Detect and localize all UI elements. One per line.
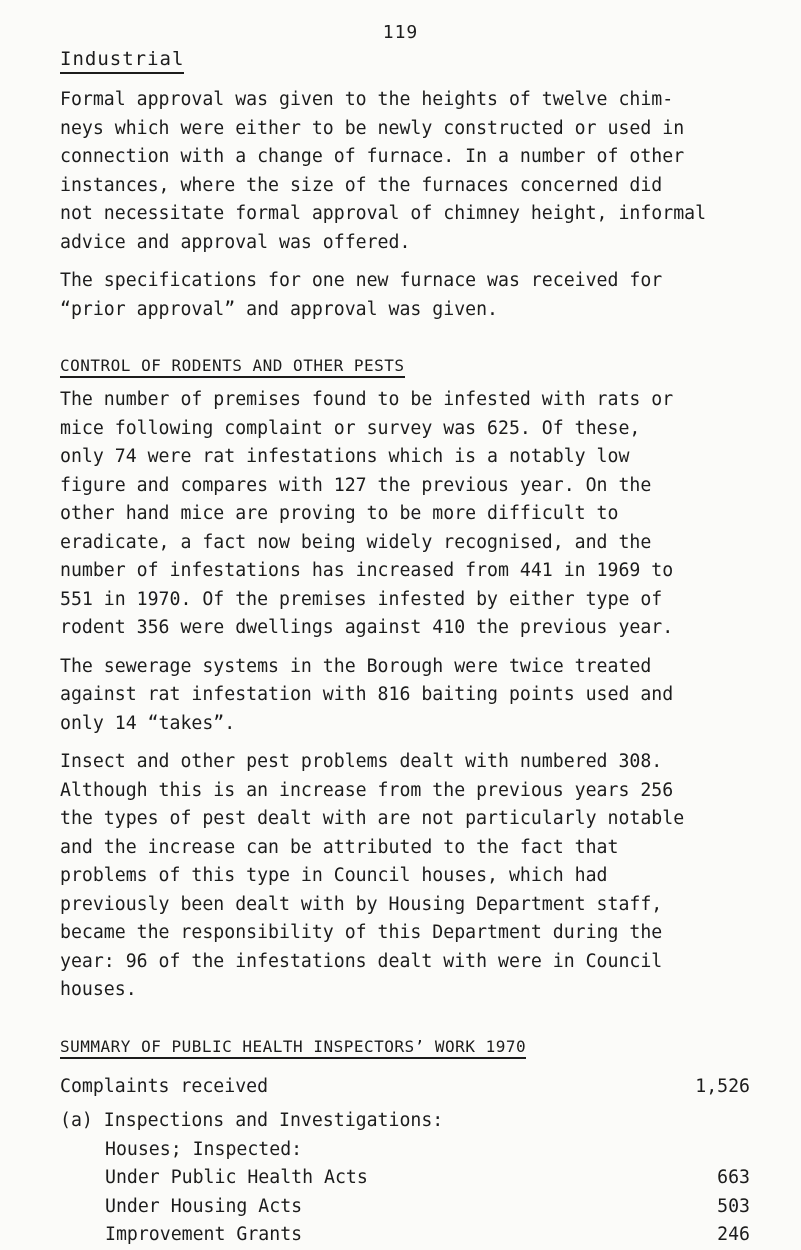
text-line: 551 in 1970. Of the premises infested by either type of xyxy=(60,588,663,610)
summary-item-row xyxy=(60,1221,750,1250)
text-line: “prior approval” and approval was given. xyxy=(60,298,498,320)
rodents-heading: CONTROL OF RODENTS AND OTHER PESTS xyxy=(60,356,405,378)
rodents-paragraph-1 xyxy=(60,386,750,643)
text-line: became the responsibility of this Department during the xyxy=(60,922,663,943)
text-line: number of infestations has increased from 441 in 1969 to xyxy=(60,560,674,581)
text-line: previously been dealt with by Housing Department staff, xyxy=(60,893,663,915)
summary-item-label: Under Public Health Acts xyxy=(105,1167,368,1188)
text-line: Formal approval was given to the heights of twelve chim- xyxy=(60,89,674,110)
summary-item-row xyxy=(60,1164,750,1193)
rodents-paragraph-3 xyxy=(60,748,750,1005)
text-line: figure and compares with 127 the previous year. On the xyxy=(60,474,652,496)
text-line: Insect and other pest problems dealt with numbered 308. xyxy=(60,751,663,772)
text-line: neys which were either to be newly constructed or used in xyxy=(60,117,685,139)
page-content xyxy=(60,48,750,1250)
text-line: not necessitate formal approval of chimney height, informal xyxy=(60,203,707,224)
industrial-heading: Industrial xyxy=(60,48,184,74)
text-line: The sewerage systems in the Borough were twice treated xyxy=(60,655,652,677)
text-line: rodent 356 were dwellings against 410 the previous year. xyxy=(60,617,674,638)
text-line: eradicate, a fact now being widely recognised, and the xyxy=(60,531,652,553)
text-line: Although this is an increase from the previous years 256 xyxy=(60,779,674,801)
text-line: The number of premises found to be infested with rats or xyxy=(60,389,674,410)
text-line: instances, where the size of the furnaces concerned did xyxy=(60,174,663,196)
page-number: 119 xyxy=(382,22,419,43)
summary-item-value: 663 xyxy=(717,1167,750,1188)
summary-item-label: Under Housing Acts xyxy=(105,1195,303,1217)
text-line: houses. xyxy=(60,979,137,1000)
text-line: The specifications for one new furnace was received for xyxy=(60,270,663,291)
text-line: mice following complaint or survey was 625. Of these, xyxy=(60,417,641,439)
houses-row xyxy=(60,1136,750,1165)
houses-label: Houses; Inspected: xyxy=(105,1138,303,1160)
rodents-paragraph-2 xyxy=(60,653,750,739)
text-line: connection with a change of furnace. In a number of other xyxy=(60,146,685,167)
summary-item-label: Improvement Grants xyxy=(105,1224,303,1245)
industrial-paragraph-1 xyxy=(60,86,750,257)
text-line: advice and approval was offered. xyxy=(60,231,411,253)
summary-item-value: 246 xyxy=(717,1224,750,1245)
text-line: problems of this type in Council houses, which had xyxy=(60,865,608,886)
inspections-label: (a) Inspections and Investigations: xyxy=(60,1110,444,1131)
summary-heading: SUMMARY OF PUBLIC HEALTH INSPECTORS’ WORK 1970 xyxy=(60,1037,526,1059)
text-line: only 14 “takes”. xyxy=(60,712,236,734)
text-line: other hand mice are proving to be more difficult to xyxy=(60,503,619,524)
text-line: against rat infestation with 816 baiting points used and xyxy=(60,684,674,705)
complaints-value: 1,526 xyxy=(695,1075,750,1097)
summary-item-row xyxy=(60,1193,750,1222)
inspections-row xyxy=(60,1107,750,1136)
industrial-paragraph-2 xyxy=(60,267,750,324)
summary-item-value: 503 xyxy=(717,1195,750,1217)
complaints-row xyxy=(60,1073,750,1102)
text-line: only 74 were rat infestations which is a notably low xyxy=(60,446,630,467)
text-line: year: 96 of the infestations dealt with were in Council xyxy=(60,950,663,972)
text-line: and the increase can be attributed to the fact that xyxy=(60,836,619,858)
text-line: the types of pest dealt with are not particularly notable xyxy=(60,808,685,829)
complaints-label: Complaints received xyxy=(60,1075,269,1097)
